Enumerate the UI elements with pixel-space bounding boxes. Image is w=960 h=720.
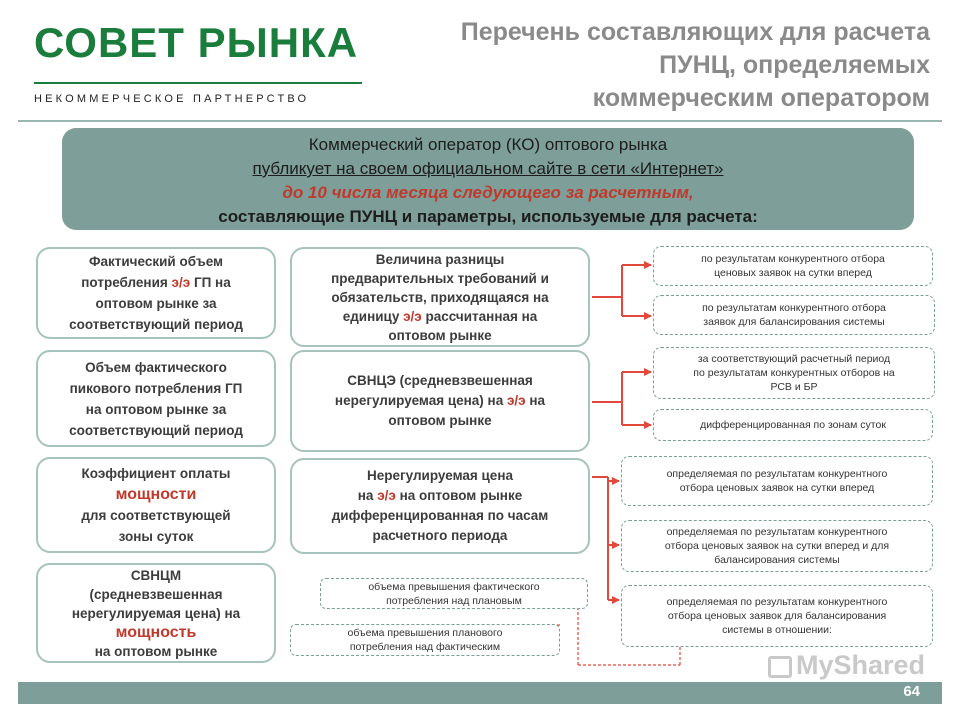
unregulated-price-box xyxy=(290,458,590,554)
box-text-line: системы в отношении: xyxy=(722,624,832,636)
box-text-part: нерегулируемая цена) на xyxy=(334,393,507,408)
box-text-line: потребления над плановым xyxy=(386,594,522,607)
page-number: 64 xyxy=(903,683,920,700)
ee-label: э/э xyxy=(171,275,191,290)
requirements-difference-box xyxy=(290,247,590,347)
box-text-line: за соответствующий расчетный период xyxy=(697,353,891,365)
box-text-line: предварительных требований и xyxy=(331,270,549,286)
box-text-line: нерегулируемая цена) на xyxy=(71,605,241,621)
box-text-line: объема превышения фактического xyxy=(368,580,540,593)
box-text-line: балансирования системы xyxy=(714,554,840,566)
ee-label: э/э xyxy=(377,488,396,503)
box-text-line: Объем фактического xyxy=(85,359,227,375)
box-text-line: по результатам конкурентного отбора xyxy=(702,302,886,314)
balancing-result-box xyxy=(653,295,935,335)
zone-differentiated-box xyxy=(653,409,933,441)
watermark xyxy=(768,650,925,681)
box-text-line: расчетного периода xyxy=(372,528,508,543)
box-text-line: дифференцированная по часам xyxy=(331,508,549,523)
box-text-line: Нерегулируемая цена xyxy=(367,468,513,483)
box-text-line: СВНЦМ xyxy=(130,567,182,583)
box-text-line: оптовом рынке xyxy=(388,413,492,428)
banner-line-bold: составляющие ПУНЦ и параметры, используемые для расчета: xyxy=(218,207,758,226)
slide-title-line: коммерческим оператором xyxy=(592,84,930,112)
box-text-line xyxy=(292,307,588,326)
svncm-box xyxy=(36,563,276,663)
box-text-line: оптовом рынке xyxy=(388,327,492,343)
capacity-payment-coefficient-box xyxy=(36,457,276,553)
footer-bar xyxy=(18,682,942,704)
box-text-part: потребления xyxy=(81,275,172,290)
logo-title: СОВЕТ РЫНКА xyxy=(34,19,359,66)
capacity-label: мощности xyxy=(115,486,197,503)
dam-price-box xyxy=(621,456,933,506)
svnce-box xyxy=(290,350,590,452)
box-text-line: оптовом рынке за xyxy=(95,296,217,311)
presentation-icon xyxy=(768,656,792,678)
box-text-line: Коэффициент оплаты xyxy=(81,466,231,481)
actual-consumption-volume-box xyxy=(36,247,276,339)
slide-title-line: Перечень составляющих для расчета xyxy=(460,18,930,46)
box-text-line: по результатам конкурентного отбора xyxy=(701,253,885,265)
balancing-price-box xyxy=(621,585,933,647)
box-text-part: на xyxy=(357,488,378,503)
box-text-line: РСВ и БР xyxy=(770,381,818,393)
banner-line-underlined: публикует на своем официальном сайте в сети «Интернет» xyxy=(252,159,724,178)
box-text-line: зоны суток xyxy=(118,529,194,544)
fact-over-plan-box xyxy=(320,578,588,609)
box-text-line: Фактический объем xyxy=(88,254,224,269)
box-text-line: для соответствующей xyxy=(81,508,231,523)
box-text-line: соответствующий период xyxy=(69,422,243,438)
box-text-line: соответствующий период xyxy=(69,317,243,332)
box-text-line: обязательств, приходящаяся на xyxy=(331,289,549,305)
slide-title-line: ПУНЦ, определяемых xyxy=(659,51,930,79)
box-text-line: отбора ценовых заявок на сутки вперед xyxy=(679,482,875,494)
banner-deadline: до 10 числа месяца следующего за расчетным, xyxy=(282,183,694,202)
box-text-line: дифференцированная по зонам суток xyxy=(700,419,886,431)
box-text-line: объема превышения планового xyxy=(347,627,503,639)
dam-balancing-price-box xyxy=(621,520,933,572)
box-text-line xyxy=(292,391,588,411)
ee-label: э/э xyxy=(403,308,422,324)
box-text-part: рассчитанная на xyxy=(421,308,538,324)
box-text-line xyxy=(38,272,274,293)
box-text-line: на оптовом рынке за xyxy=(85,401,227,417)
watermark-text: MyShared xyxy=(796,650,926,680)
box-text-line: ценовых заявок на сутки вперед xyxy=(714,267,872,279)
box-text-line: (средневзвешенная xyxy=(89,586,223,602)
peak-consumption-volume-box xyxy=(36,350,276,447)
capacity-label: мощность xyxy=(115,623,197,641)
box-text-line: СВНЦЭ (средневзвешенная xyxy=(347,373,533,388)
banner-line: Коммерческий оператор (КО) оптового рынка xyxy=(308,135,668,154)
box-text-part: на xyxy=(525,393,546,408)
box-text-line: отбора ценовых заявок на сутки вперед и для xyxy=(664,540,890,552)
logo-subtitle: НЕКОММЕРЧЕСКОЕ ПАРТНЕРСТВО xyxy=(34,93,310,105)
box-text-line xyxy=(292,486,588,506)
box-text-line: пикового потребления ГП xyxy=(69,380,243,396)
box-text-line: Величина разницы xyxy=(375,251,505,267)
box-text-line: заявок для балансирования системы xyxy=(703,316,885,328)
box-text-part: ГП на xyxy=(190,275,231,290)
box-text-line: на оптовом рынке xyxy=(94,643,218,659)
dam-result-box xyxy=(653,246,933,286)
box-text-line: потребления над фактическим xyxy=(349,641,501,653)
ee-label: э/э xyxy=(506,393,526,408)
box-text-line: определяемая по результатам конкурентного xyxy=(666,526,888,538)
plan-over-fact-box xyxy=(290,624,560,656)
box-text-line: отбора ценовых заявок для балансирования xyxy=(667,610,887,622)
box-text-part: единицу xyxy=(342,308,404,324)
box-text-line: определяемая по результатам конкурентного xyxy=(666,468,888,480)
box-text-part: на оптовом рынке xyxy=(395,488,523,503)
box-text-line: определяемая по результатам конкурентного xyxy=(666,596,888,608)
box-text-line: по результатам конкурентных отборов на xyxy=(693,367,895,379)
period-result-box xyxy=(653,347,935,399)
